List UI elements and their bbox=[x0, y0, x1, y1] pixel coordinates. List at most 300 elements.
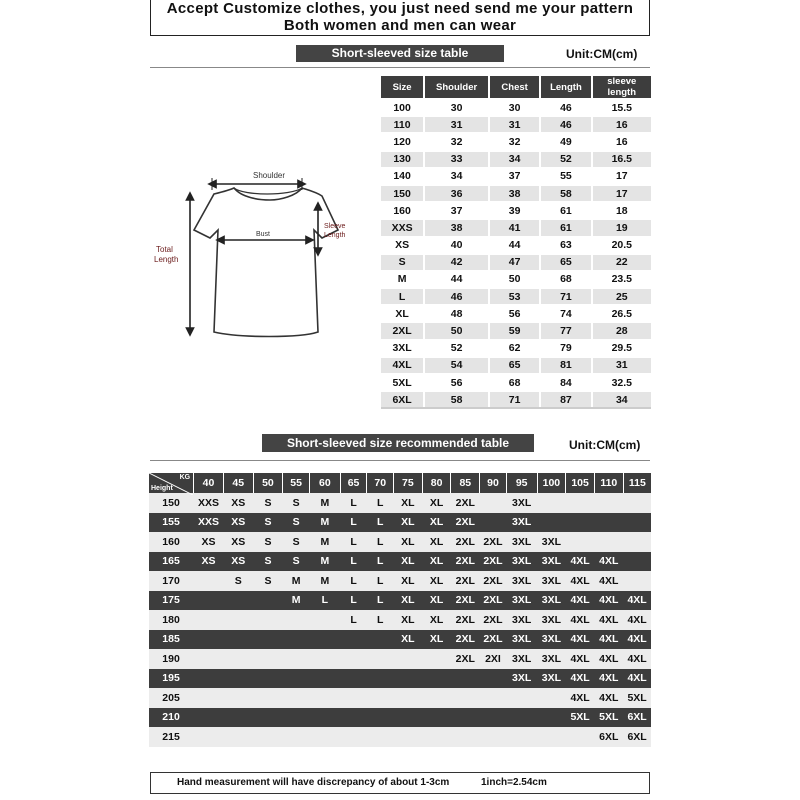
rec-table-size-cell: 5XL bbox=[566, 708, 595, 728]
size-table-cell: 150 bbox=[381, 185, 424, 202]
rec-table-size-cell: XL bbox=[422, 532, 451, 552]
rec-table-row bbox=[149, 493, 652, 513]
rec-table-size-cell: L bbox=[367, 552, 394, 572]
rec-table-size-cell: 4XL bbox=[594, 630, 623, 650]
size-table-banner: Short-sleeved size table bbox=[296, 45, 504, 62]
rec-table-size-cell bbox=[566, 532, 595, 552]
rec-table-size-cell bbox=[194, 669, 224, 689]
rec-table-height-cell: 215 bbox=[149, 727, 194, 747]
rec-table-size-cell: 4XL bbox=[594, 688, 623, 708]
rec-table-weight-header: 55 bbox=[283, 473, 310, 493]
rec-table-weight-header: 95 bbox=[506, 473, 537, 493]
rec-table-size-cell: 2XL bbox=[480, 630, 507, 650]
rec-table-size-cell: 3XL bbox=[506, 591, 537, 611]
size-table-cell: 30 bbox=[489, 99, 540, 116]
size-table-cell: 68 bbox=[540, 271, 591, 288]
rec-table-size-cell: L bbox=[367, 493, 394, 513]
rec-table-size-cell bbox=[340, 669, 367, 689]
size-table-cell: 19 bbox=[592, 219, 651, 236]
size-table-cell: 87 bbox=[540, 391, 591, 408]
rec-table-size-cell: 2XL bbox=[480, 532, 507, 552]
rec-table-size-cell: 4XL bbox=[566, 669, 595, 689]
size-table-cell: 42 bbox=[424, 254, 489, 271]
rec-table-size-cell bbox=[194, 727, 224, 747]
rec-table-size-cell bbox=[537, 688, 566, 708]
rec-table-height-cell: 165 bbox=[149, 552, 194, 572]
rec-table-size-cell: XL bbox=[394, 630, 423, 650]
size-table-cell: 22 bbox=[592, 254, 651, 271]
rec-table-size-cell bbox=[480, 669, 507, 689]
size-table-cell: 37 bbox=[489, 168, 540, 185]
rec-table-size-cell bbox=[223, 591, 253, 611]
rec-table-row bbox=[149, 532, 652, 552]
rec-table-size-cell bbox=[194, 649, 224, 669]
size-table-cell: 40 bbox=[424, 237, 489, 254]
rec-table-size-cell: S bbox=[223, 571, 253, 591]
size-table-divider bbox=[150, 67, 650, 68]
rec-table-size-cell: 6XL bbox=[623, 727, 651, 747]
rec-table-size-cell bbox=[566, 493, 595, 513]
rec-table-size-cell bbox=[340, 630, 367, 650]
rec-table-size-cell: L bbox=[367, 513, 394, 533]
size-table-cell: XL bbox=[381, 305, 424, 322]
rec-table-size-cell: 4XL bbox=[566, 571, 595, 591]
rec-table-size-cell bbox=[367, 630, 394, 650]
rec-table-size-cell bbox=[594, 513, 623, 533]
rec-table-size-cell bbox=[422, 688, 451, 708]
size-table-cell: 56 bbox=[424, 374, 489, 391]
rec-table-size-cell: S bbox=[283, 493, 310, 513]
rec-table-size-cell bbox=[253, 727, 283, 747]
rec-table-size-cell bbox=[506, 688, 537, 708]
size-table-cell: 79 bbox=[540, 340, 591, 357]
size-table-row bbox=[381, 288, 651, 305]
rec-table-size-cell: L bbox=[340, 532, 367, 552]
rec-table-size-cell: 3XL bbox=[537, 571, 566, 591]
rec-table-size-cell bbox=[309, 630, 340, 650]
size-table-cell: 61 bbox=[540, 219, 591, 236]
rec-table-size-cell bbox=[623, 493, 651, 513]
rec-table-size-cell bbox=[309, 649, 340, 669]
rec-table-size-cell bbox=[506, 727, 537, 747]
rec-table-size-cell bbox=[253, 591, 283, 611]
rec-table-size-cell: M bbox=[309, 493, 340, 513]
rec-table-weight-header: 100 bbox=[537, 473, 566, 493]
size-table-header-cell: Size bbox=[381, 76, 424, 99]
size-table-cell: 54 bbox=[424, 357, 489, 374]
rec-table-size-cell bbox=[223, 649, 253, 669]
size-table-cell: 52 bbox=[540, 151, 591, 168]
rec-table-size-cell bbox=[422, 727, 451, 747]
rec-table-row bbox=[149, 669, 652, 689]
rec-table-size-cell: 4XL bbox=[594, 591, 623, 611]
rec-table-size-cell: 2XL bbox=[480, 610, 507, 630]
rec-table-size-cell: 2XL bbox=[451, 532, 480, 552]
size-table-cell: 44 bbox=[489, 237, 540, 254]
size-table-cell: 56 bbox=[489, 305, 540, 322]
rec-table-size-cell: 4XL bbox=[566, 630, 595, 650]
size-table-cell: 32.5 bbox=[592, 374, 651, 391]
rec-table-size-cell: 6XL bbox=[594, 727, 623, 747]
rec-table-size-cell bbox=[223, 708, 253, 728]
size-table-cell: 71 bbox=[489, 391, 540, 408]
rec-table-size-cell bbox=[422, 669, 451, 689]
rec-table-size-cell bbox=[480, 513, 507, 533]
rec-table-size-cell bbox=[223, 669, 253, 689]
rec-table-size-cell: XS bbox=[223, 532, 253, 552]
rec-table-weight-header: 60 bbox=[309, 473, 340, 493]
rec-table-size-cell: L bbox=[340, 513, 367, 533]
rec-table-size-cell bbox=[223, 610, 253, 630]
rec-table-size-cell bbox=[566, 727, 595, 747]
rec-table-size-cell bbox=[480, 708, 507, 728]
rec-table-size-cell bbox=[367, 727, 394, 747]
figure-sleeve-label-2: Length bbox=[324, 232, 346, 239]
size-table-cell: 20.5 bbox=[592, 237, 651, 254]
rec-table-size-cell bbox=[537, 727, 566, 747]
size-table-cell: 49 bbox=[540, 133, 591, 150]
size-table-cell: 46 bbox=[540, 99, 591, 116]
rec-table-size-cell bbox=[451, 708, 480, 728]
size-table-cell: 50 bbox=[424, 322, 489, 339]
size-table-cell: 16 bbox=[592, 116, 651, 133]
rec-table-size-cell: M bbox=[309, 571, 340, 591]
size-table-cell: 50 bbox=[489, 271, 540, 288]
rec-table-size-cell bbox=[367, 688, 394, 708]
rec-table-size-cell: XL bbox=[394, 610, 423, 630]
rec-table-row bbox=[149, 708, 652, 728]
rec-table-size-cell: L bbox=[367, 591, 394, 611]
rec-table-size-cell: 4XL bbox=[566, 591, 595, 611]
rec-table-size-cell bbox=[283, 727, 310, 747]
size-table-cell: 34 bbox=[424, 168, 489, 185]
size-table-row bbox=[381, 219, 651, 236]
size-table-cell: 15.5 bbox=[592, 99, 651, 116]
rec-table-size-cell: 4XL bbox=[566, 610, 595, 630]
header-line-1: Accept Customize clothes, you just need send me your pattern bbox=[166, 0, 634, 17]
rec-table-size-cell: 4XL bbox=[566, 688, 595, 708]
rec-table-size-cell: XL bbox=[394, 493, 423, 513]
rec-table-height-cell: 155 bbox=[149, 513, 194, 533]
size-table-cell: 2XL bbox=[381, 322, 424, 339]
rec-table-size-cell: 3XL bbox=[506, 493, 537, 513]
size-table-cell: M bbox=[381, 271, 424, 288]
rec-table-size-cell bbox=[340, 649, 367, 669]
footer-inch-conversion: 1inch=2.54cm bbox=[481, 777, 547, 788]
rec-table-size-cell bbox=[194, 591, 224, 611]
size-table-cell: 46 bbox=[540, 116, 591, 133]
rec-table-size-cell bbox=[537, 493, 566, 513]
rec-table-size-cell: L bbox=[367, 532, 394, 552]
rec-table-size-cell bbox=[309, 727, 340, 747]
rec-table-size-cell: 2XI bbox=[480, 649, 507, 669]
size-table-cell: 32 bbox=[424, 133, 489, 150]
rec-table-size-cell bbox=[194, 630, 224, 650]
rec-table-size-cell bbox=[253, 669, 283, 689]
rec-table-height-cell: 180 bbox=[149, 610, 194, 630]
size-table-cell: 16 bbox=[592, 133, 651, 150]
rec-table-size-cell bbox=[253, 630, 283, 650]
rec-table-size-cell: L bbox=[367, 610, 394, 630]
rec-table-size-cell bbox=[422, 708, 451, 728]
size-table-cell: 65 bbox=[540, 254, 591, 271]
rec-table-weight-header: 65 bbox=[340, 473, 367, 493]
size-table-cell: XXS bbox=[381, 219, 424, 236]
rec-table-row bbox=[149, 591, 652, 611]
size-table-cell: 65 bbox=[489, 357, 540, 374]
size-table-row bbox=[381, 357, 651, 374]
rec-table-size-cell bbox=[283, 669, 310, 689]
size-table-cell: 100 bbox=[381, 99, 424, 116]
rec-table-size-cell: L bbox=[340, 610, 367, 630]
size-table-cell: 140 bbox=[381, 168, 424, 185]
size-table-row bbox=[381, 185, 651, 202]
rec-table-size-cell bbox=[367, 649, 394, 669]
rec-table-height-cell: 195 bbox=[149, 669, 194, 689]
size-table-cell: 18 bbox=[592, 202, 651, 219]
size-table-cell: S bbox=[381, 254, 424, 271]
rec-table-size-cell: 4XL bbox=[594, 552, 623, 572]
rec-table-size-cell bbox=[223, 688, 253, 708]
rec-table-size-cell: 3XL bbox=[506, 630, 537, 650]
rec-table-size-cell: M bbox=[283, 571, 310, 591]
rec-table-size-cell: 3XL bbox=[506, 669, 537, 689]
rec-table-weight-header: 40 bbox=[194, 473, 224, 493]
figure-total-label-2: Length bbox=[154, 255, 179, 264]
rec-table-banner: Short-sleeved size recommended table bbox=[262, 434, 534, 452]
size-table-cell: 84 bbox=[540, 374, 591, 391]
rec-table-size-cell: 3XL bbox=[506, 610, 537, 630]
rec-table-size-cell bbox=[309, 688, 340, 708]
size-table-row bbox=[381, 237, 651, 254]
size-table-cell: 63 bbox=[540, 237, 591, 254]
rec-table-size-cell: L bbox=[340, 591, 367, 611]
rec-table-size-cell: M bbox=[309, 552, 340, 572]
rec-table-size-cell: 5XL bbox=[623, 688, 651, 708]
rec-table-size-cell bbox=[623, 552, 651, 572]
rec-table-size-cell bbox=[451, 669, 480, 689]
rec-table-size-cell: 4XL bbox=[566, 649, 595, 669]
rec-table-size-cell bbox=[223, 727, 253, 747]
figure-bust-label: Bust bbox=[256, 231, 271, 238]
rec-table-size-cell bbox=[506, 708, 537, 728]
rec-table-size-cell: S bbox=[253, 513, 283, 533]
rec-table-size-cell: 3XL bbox=[506, 571, 537, 591]
rec-table-size-cell: S bbox=[283, 532, 310, 552]
size-table-cell: XS bbox=[381, 237, 424, 254]
rec-table-size-cell: 4XL bbox=[566, 552, 595, 572]
size-table-cell: 47 bbox=[489, 254, 540, 271]
rec-table-size-cell bbox=[480, 688, 507, 708]
size-table bbox=[381, 76, 651, 409]
rec-table-size-cell: S bbox=[253, 493, 283, 513]
rec-table-row bbox=[149, 552, 652, 572]
rec-table-size-cell: XL bbox=[422, 610, 451, 630]
size-table-row bbox=[381, 133, 651, 150]
rec-table-size-cell: XL bbox=[394, 591, 423, 611]
rec-table-size-cell: XS bbox=[194, 532, 224, 552]
rec-table-size-cell: M bbox=[283, 591, 310, 611]
rec-table-size-cell: 4XL bbox=[623, 630, 651, 650]
size-table-row bbox=[381, 99, 651, 116]
rec-table-weight-header: 70 bbox=[367, 473, 394, 493]
rec-table-size-cell: 3XL bbox=[506, 513, 537, 533]
rec-table-size-cell: XL bbox=[394, 571, 423, 591]
rec-table-size-cell: 3XL bbox=[537, 532, 566, 552]
size-table-cell: 46 bbox=[424, 288, 489, 305]
size-table-cell: 160 bbox=[381, 202, 424, 219]
rec-table-size-cell bbox=[566, 513, 595, 533]
rec-table-size-cell: 2XL bbox=[451, 552, 480, 572]
tshirt-measurement-figure bbox=[150, 160, 380, 350]
rec-table-size-cell bbox=[340, 688, 367, 708]
size-table-cell: 36 bbox=[424, 185, 489, 202]
rec-table-size-cell bbox=[283, 649, 310, 669]
rec-table-size-cell bbox=[480, 727, 507, 747]
rec-table-size-cell: M bbox=[309, 513, 340, 533]
rec-table-size-cell bbox=[194, 708, 224, 728]
size-table-cell: 4XL bbox=[381, 357, 424, 374]
rec-table-size-cell: 4XL bbox=[623, 610, 651, 630]
rec-table-size-cell bbox=[223, 630, 253, 650]
rec-table-size-cell: XL bbox=[422, 493, 451, 513]
size-table-cell: 81 bbox=[540, 357, 591, 374]
size-table-cell: 61 bbox=[540, 202, 591, 219]
rec-table-size-cell: S bbox=[283, 552, 310, 572]
rec-table-size-cell: 3XL bbox=[537, 630, 566, 650]
size-table-cell: 52 bbox=[424, 340, 489, 357]
rec-table-weight-header: 50 bbox=[253, 473, 283, 493]
rec-table-size-cell: S bbox=[253, 571, 283, 591]
rec-table-size-cell: XXS bbox=[194, 493, 224, 513]
rec-table-weight-header: 80 bbox=[422, 473, 451, 493]
rec-table-size-cell: 3XL bbox=[537, 552, 566, 572]
rec-table-size-cell: 3XL bbox=[506, 532, 537, 552]
rec-table-weight-header: 105 bbox=[566, 473, 595, 493]
rec-table-size-cell bbox=[537, 513, 566, 533]
rec-table-size-cell: S bbox=[253, 532, 283, 552]
header-box bbox=[150, 0, 650, 36]
rec-table-height-cell: 150 bbox=[149, 493, 194, 513]
rec-table-size-cell: XL bbox=[394, 513, 423, 533]
rec-table-size-cell: L bbox=[367, 571, 394, 591]
size-table-cell: 39 bbox=[489, 202, 540, 219]
size-table-cell: 74 bbox=[540, 305, 591, 322]
rec-table-size-cell bbox=[394, 727, 423, 747]
rec-table-size-cell: L bbox=[340, 552, 367, 572]
rec-table-size-cell: 5XL bbox=[594, 708, 623, 728]
rec-table-row bbox=[149, 630, 652, 650]
size-table-cell: 32 bbox=[489, 133, 540, 150]
figure-sleeve-label-1: Sleeve bbox=[324, 223, 346, 230]
rec-table-size-cell bbox=[623, 532, 651, 552]
rec-table-row bbox=[149, 649, 652, 669]
rec-table-size-cell: 2XL bbox=[451, 630, 480, 650]
figure-total-label-1: Total bbox=[156, 245, 173, 254]
rec-table-size-cell: XL bbox=[422, 571, 451, 591]
rec-table-size-cell bbox=[253, 708, 283, 728]
size-table-cell: 31 bbox=[489, 116, 540, 133]
rec-table-size-cell bbox=[394, 708, 423, 728]
size-table-cell: 58 bbox=[424, 391, 489, 408]
size-table-cell: 77 bbox=[540, 322, 591, 339]
rec-table-row bbox=[149, 727, 652, 747]
size-table-row bbox=[381, 391, 651, 408]
size-table-cell: 59 bbox=[489, 322, 540, 339]
rec-table-weight-header: 110 bbox=[594, 473, 623, 493]
size-table-row bbox=[381, 271, 651, 288]
rec-table-size-cell: 2XL bbox=[451, 571, 480, 591]
rec-table-size-cell: 4XL bbox=[594, 669, 623, 689]
size-table-row bbox=[381, 116, 651, 133]
rec-table-size-cell bbox=[394, 688, 423, 708]
size-table-cell: 28 bbox=[592, 322, 651, 339]
size-table-cell: 110 bbox=[381, 116, 424, 133]
rec-table-weight-header: 90 bbox=[480, 473, 507, 493]
rec-table-size-cell: 2XL bbox=[451, 649, 480, 669]
rec-table-size-cell: 2XL bbox=[451, 493, 480, 513]
footer-discrepancy-note: Hand measurement will have discrepancy of about 1-3cm bbox=[177, 777, 450, 788]
size-table-unit: Unit:CM(cm) bbox=[566, 47, 638, 61]
rec-table-size-cell: 4XL bbox=[623, 591, 651, 611]
size-table-cell: 34 bbox=[489, 151, 540, 168]
rec-table-size-cell bbox=[340, 727, 367, 747]
rec-table-size-cell bbox=[594, 493, 623, 513]
size-table-cell: 17 bbox=[592, 185, 651, 202]
size-table-cell: 130 bbox=[381, 151, 424, 168]
size-table-row bbox=[381, 254, 651, 271]
size-table-cell: 23.5 bbox=[592, 271, 651, 288]
rec-table-size-cell: L bbox=[340, 571, 367, 591]
size-table-cell: 33 bbox=[424, 151, 489, 168]
rec-table-size-cell bbox=[283, 708, 310, 728]
figure-shoulder-label: Shoulder bbox=[253, 171, 286, 180]
rec-table-height-cell: 210 bbox=[149, 708, 194, 728]
rec-table-size-cell: XL bbox=[422, 630, 451, 650]
size-table-cell: 6XL bbox=[381, 391, 424, 408]
size-table-row bbox=[381, 151, 651, 168]
rec-table-size-cell: XL bbox=[422, 591, 451, 611]
rec-table-size-cell: XS bbox=[223, 513, 253, 533]
rec-table-size-cell: 2XL bbox=[480, 591, 507, 611]
rec-table-size-cell: 6XL bbox=[623, 708, 651, 728]
rec-table-row bbox=[149, 688, 652, 708]
rec-table-size-cell: 3XL bbox=[537, 610, 566, 630]
rec-table-size-cell bbox=[283, 610, 310, 630]
rec-table-size-cell bbox=[309, 610, 340, 630]
rec-table-size-cell: 3XL bbox=[506, 552, 537, 572]
rec-table-size-cell: XXS bbox=[194, 513, 224, 533]
rec-table-size-cell bbox=[194, 688, 224, 708]
rec-table-divider bbox=[150, 460, 650, 461]
size-table-cell: 53 bbox=[489, 288, 540, 305]
rec-table-height-cell: 175 bbox=[149, 591, 194, 611]
size-table-header-cell: Shoulder bbox=[424, 76, 489, 99]
size-table-row bbox=[381, 305, 651, 322]
size-table-row bbox=[381, 202, 651, 219]
rec-table-size-cell bbox=[480, 493, 507, 513]
size-table-cell: L bbox=[381, 288, 424, 305]
rec-table-size-cell: 4XL bbox=[623, 669, 651, 689]
rec-table-size-cell bbox=[367, 708, 394, 728]
rec-table-size-cell: 3XL bbox=[537, 649, 566, 669]
rec-table-size-cell bbox=[283, 688, 310, 708]
rec-table-size-cell: S bbox=[253, 552, 283, 572]
rec-table-size-cell bbox=[283, 630, 310, 650]
rec-table-size-cell bbox=[194, 610, 224, 630]
size-table-cell: 44 bbox=[424, 271, 489, 288]
size-table-cell: 5XL bbox=[381, 374, 424, 391]
